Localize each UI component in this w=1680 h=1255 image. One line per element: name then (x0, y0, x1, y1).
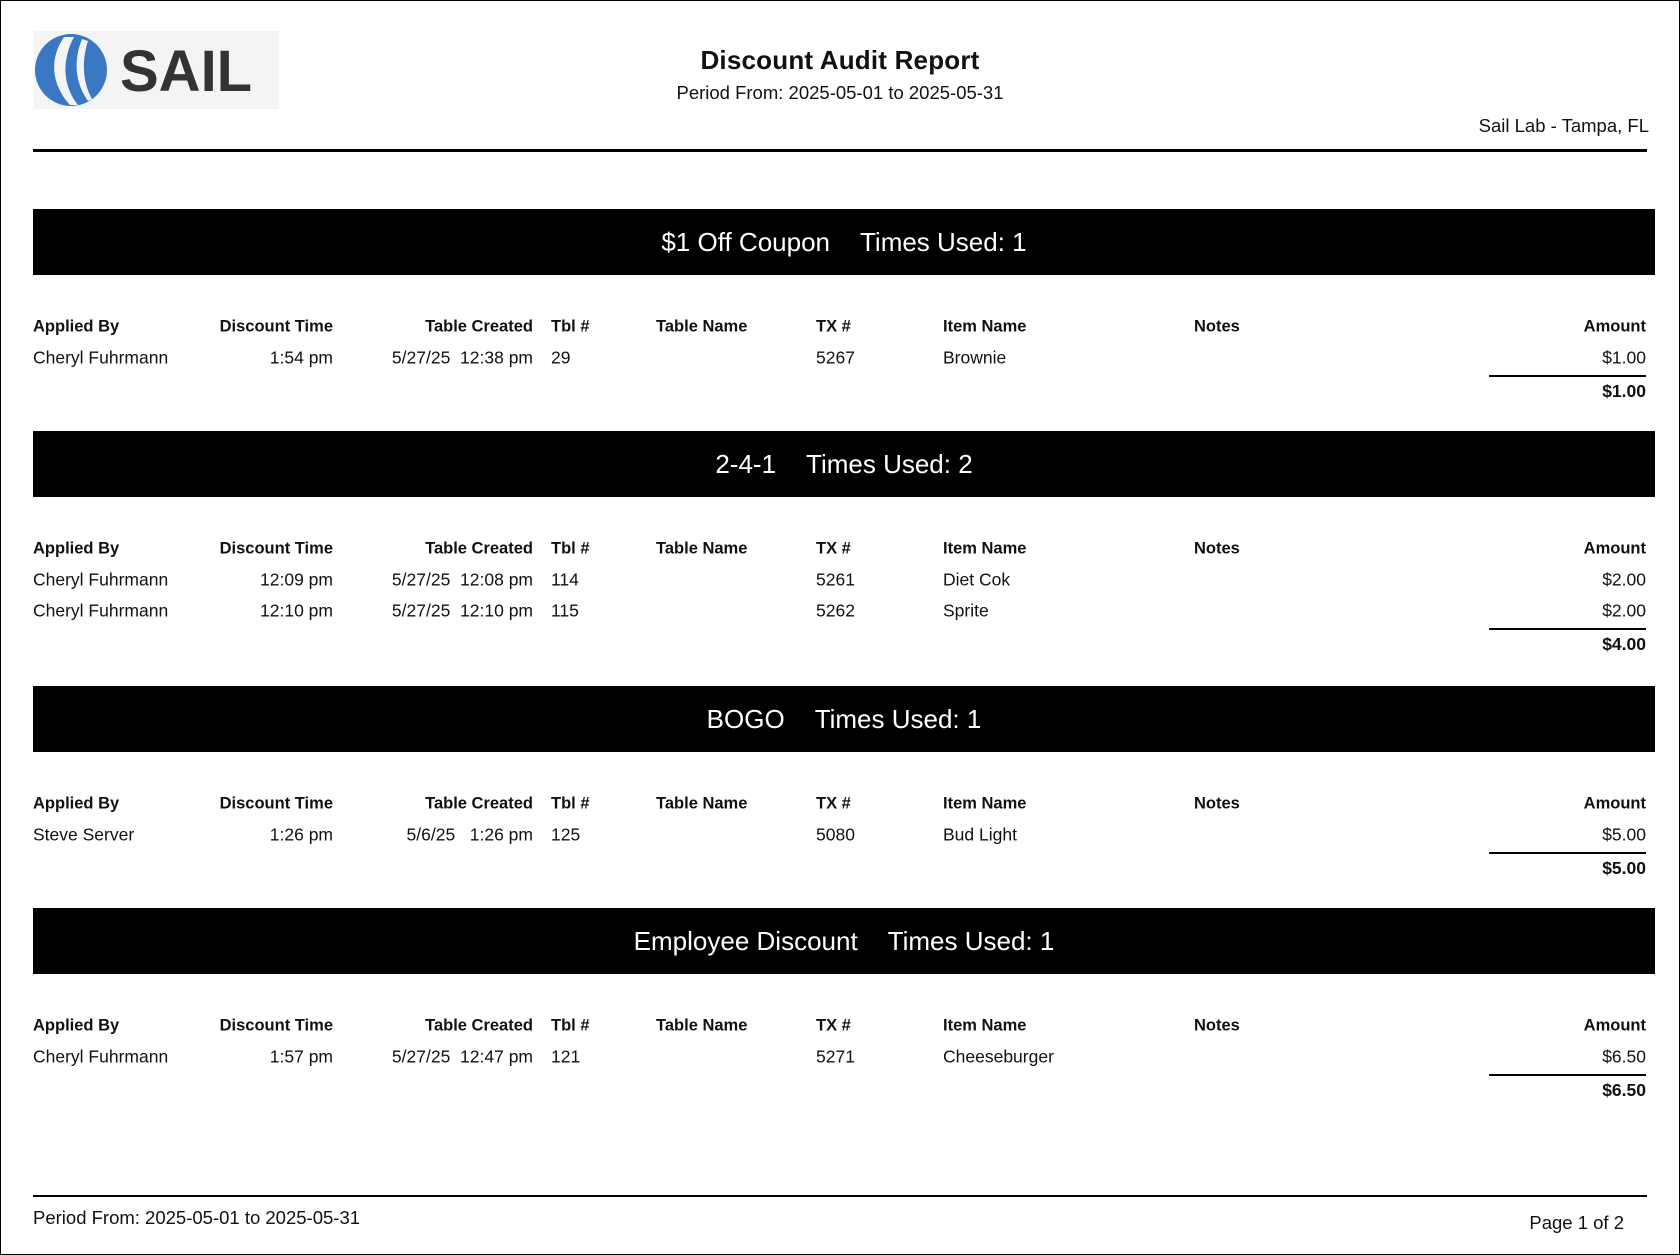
total-divider (1489, 375, 1646, 377)
total-divider (1489, 628, 1646, 630)
cell-applied-by: Cheryl Fuhrmann (33, 1046, 169, 1066)
cell-amount: $2.00 (1602, 600, 1646, 620)
discount-section (33, 431, 1655, 662)
total-divider (1489, 852, 1646, 854)
col-notes: Notes (1194, 1016, 1240, 1034)
table-row (33, 1041, 1655, 1072)
col-applied-by: Applied By (33, 794, 120, 812)
cell-amount: $2.00 (1602, 569, 1646, 589)
cell-applied-by: Cheryl Fuhrmann (33, 347, 169, 367)
cell-table-created: 5/6/25 1:26 pm (406, 824, 533, 844)
cell-tbl-num: 125 (551, 824, 581, 844)
total-amount: $1.00 (1602, 381, 1646, 401)
footer-divider (33, 1195, 1647, 1197)
col-table-name: Table Name (656, 539, 748, 557)
cell-tbl-num: 115 (551, 600, 579, 620)
section-band (33, 908, 1655, 974)
cell-tx-num: 5261 (816, 569, 855, 589)
section-name: $1 Off Coupon (661, 226, 830, 257)
cell-table-created: 5/27/25 12:08 pm (391, 569, 533, 589)
col-table-name: Table Name (656, 1016, 748, 1034)
total-amount: $6.50 (1602, 1080, 1646, 1100)
col-tbl-num: Tbl # (551, 539, 590, 557)
cell-table-created: 5/27/25 12:38 pm (391, 347, 533, 367)
table-row (33, 819, 1655, 850)
col-tx-num: TX # (816, 539, 851, 557)
cell-amount: $6.50 (1602, 1046, 1646, 1066)
cell-table-created: 5/27/25 12:47 pm (391, 1046, 533, 1066)
cell-applied-by: Cheryl Fuhrmann (33, 600, 169, 620)
section-total (33, 850, 1655, 886)
col-notes: Notes (1194, 539, 1240, 557)
section-times-used: Times Used: 1 (860, 226, 1027, 257)
section-name: 2-4-1 (715, 448, 777, 479)
col-amount: Amount (1583, 794, 1646, 812)
col-notes: Notes (1194, 317, 1240, 335)
page-number: Page 1 of 2 (1529, 1212, 1624, 1233)
discount-section (33, 686, 1655, 886)
section-times-used: Times Used: 1 (887, 925, 1055, 956)
col-applied-by: Applied By (33, 1016, 120, 1034)
report-period: Period From: 2025-05-01 to 2025-05-31 (676, 82, 1004, 103)
cell-discount-time: 1:57 pm (269, 1046, 333, 1066)
cell-item-name: Bud Light (943, 824, 1017, 844)
col-table-created: Table Created (425, 794, 533, 812)
cell-discount-time: 12:10 pm (260, 600, 333, 620)
cell-discount-time: 1:54 pm (269, 347, 333, 367)
section-name: Employee Discount (633, 925, 858, 956)
col-tx-num: TX # (816, 317, 851, 335)
cell-tx-num: 5080 (816, 824, 855, 844)
table-row (33, 564, 1655, 595)
col-applied-by: Applied By (33, 317, 120, 335)
col-amount: Amount (1583, 317, 1646, 335)
section-total (33, 1072, 1655, 1108)
cell-item-name: Sprite (943, 600, 989, 620)
total-amount: $5.00 (1602, 858, 1646, 878)
col-table-name: Table Name (656, 794, 748, 812)
section-band (33, 209, 1655, 275)
col-notes: Notes (1194, 794, 1240, 812)
location-label: Sail Lab - Tampa, FL (1478, 115, 1649, 136)
col-item-name: Item Name (943, 317, 1027, 335)
col-table-created: Table Created (425, 1016, 533, 1034)
col-item-name: Item Name (943, 794, 1027, 812)
report-title-block (1, 45, 1679, 104)
col-discount-time: Discount Time (219, 539, 333, 557)
column-header-row (33, 311, 1655, 342)
col-tx-num: TX # (816, 794, 851, 812)
section-band (33, 431, 1655, 497)
section-band (33, 686, 1655, 752)
section-total (33, 626, 1655, 662)
cell-amount: $5.00 (1602, 824, 1646, 844)
cell-tbl-num: 121 (551, 1046, 581, 1066)
col-amount: Amount (1583, 539, 1646, 557)
cell-tx-num: 5267 (816, 347, 855, 367)
table-row (33, 595, 1655, 626)
cell-amount: $1.00 (1602, 347, 1646, 367)
cell-tx-num: 5262 (816, 600, 855, 620)
cell-item-name: Diet Cok (943, 569, 1011, 589)
col-tx-num: TX # (816, 1016, 851, 1034)
col-item-name: Item Name (943, 1016, 1027, 1034)
logo-wordmark: SAIL (120, 39, 253, 104)
col-tbl-num: Tbl # (551, 1016, 590, 1034)
col-table-created: Table Created (425, 317, 533, 335)
discount-section (33, 908, 1655, 1108)
footer-period: Period From: 2025-05-01 to 2025-05-31 (33, 1207, 361, 1228)
cell-item-name: Cheeseburger (943, 1046, 1054, 1066)
cell-discount-time: 1:26 pm (269, 824, 333, 844)
col-tbl-num: Tbl # (551, 794, 590, 812)
cell-item-name: Brownie (943, 347, 1007, 367)
cell-tbl-num: 29 (551, 347, 571, 367)
col-discount-time: Discount Time (219, 317, 333, 335)
column-header-row (33, 788, 1655, 819)
cell-tx-num: 5271 (816, 1046, 855, 1066)
col-applied-by: Applied By (33, 539, 120, 557)
section-times-used: Times Used: 1 (814, 703, 982, 734)
report-title: Discount Audit Report (700, 45, 980, 75)
cell-applied-by: Cheryl Fuhrmann (33, 569, 169, 589)
col-amount: Amount (1583, 1016, 1646, 1034)
cell-discount-time: 12:09 pm (260, 569, 333, 589)
total-amount: $4.00 (1602, 634, 1646, 654)
col-table-created: Table Created (425, 539, 533, 557)
section-total (33, 373, 1655, 409)
col-discount-time: Discount Time (219, 1016, 333, 1034)
header-divider (33, 149, 1647, 152)
column-header-row (33, 533, 1655, 564)
section-times-used: Times Used: 2 (806, 448, 973, 479)
col-tbl-num: Tbl # (551, 317, 590, 335)
section-name: BOGO (706, 703, 785, 734)
cell-tbl-num: 114 (551, 569, 579, 589)
discount-section (33, 209, 1655, 409)
column-header-row (33, 1010, 1655, 1041)
cell-applied-by: Steve Server (33, 824, 135, 844)
cell-table-created: 5/27/25 12:10 pm (391, 600, 533, 620)
col-discount-time: Discount Time (219, 794, 333, 812)
total-divider (1489, 1074, 1646, 1076)
col-item-name: Item Name (943, 539, 1027, 557)
table-row (33, 342, 1655, 373)
col-table-name: Table Name (656, 317, 748, 335)
